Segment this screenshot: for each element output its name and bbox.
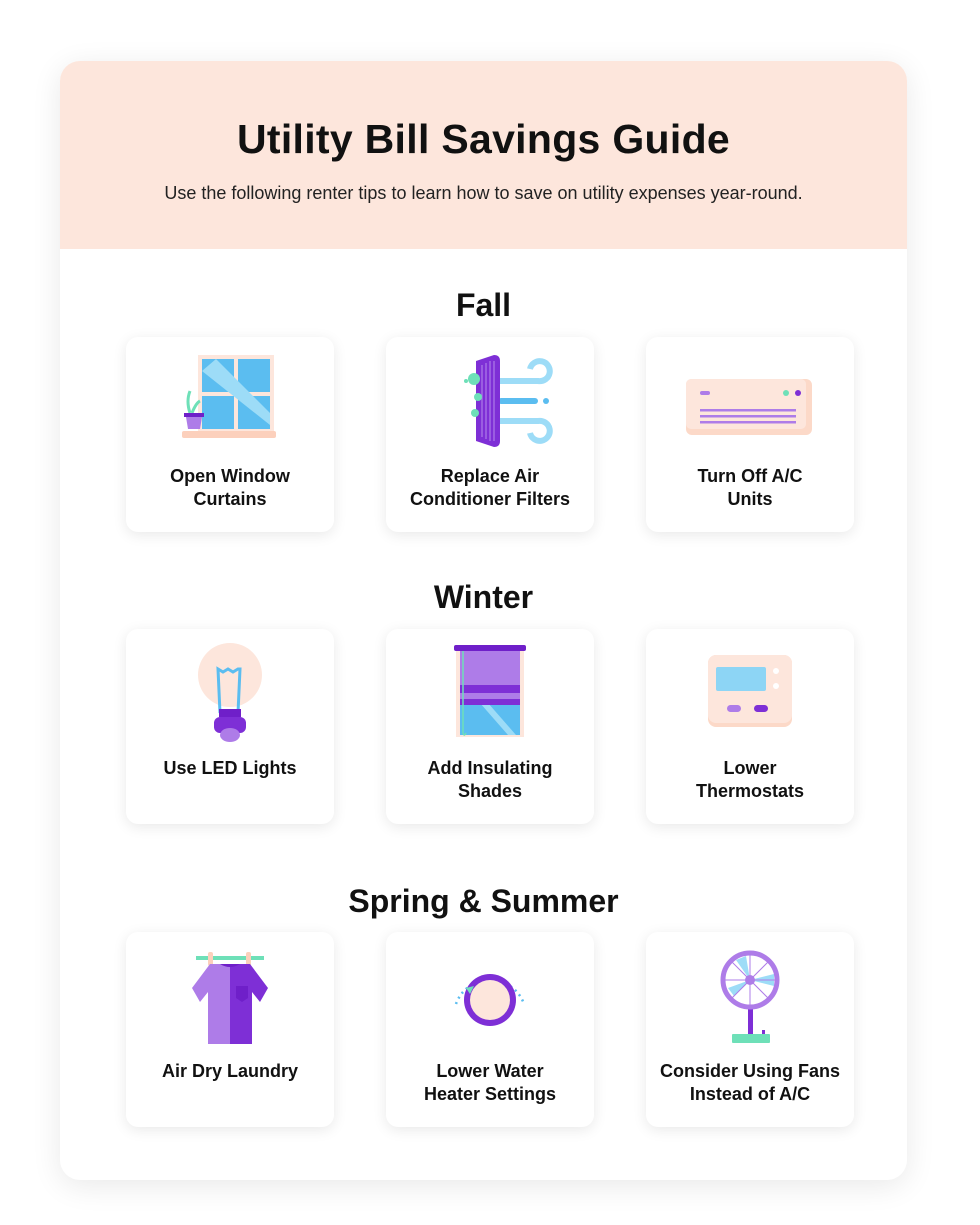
- tip-card: [386, 932, 594, 1127]
- tip-card: [126, 932, 334, 1127]
- tip-card: [386, 629, 594, 824]
- window-icon: [160, 351, 300, 451]
- header: [60, 61, 907, 249]
- tip-label: Add Insulating Shades: [427, 758, 553, 801]
- tip-label: Air Dry Laundry: [161, 1061, 299, 1081]
- guide-card: [60, 61, 907, 1180]
- tip-label: Consider Using Fans Instead of A/C: [659, 1061, 841, 1104]
- tip-label: Lower Water Heater Settings: [423, 1061, 557, 1104]
- light-bulb-icon: [160, 643, 300, 743]
- tip-card: [646, 337, 854, 532]
- window-shade-icon: [420, 643, 560, 743]
- section-title-spring-summer: Spring & Summer: [348, 883, 619, 919]
- air-filter-icon: [420, 351, 560, 451]
- tip-label: Lower Thermostats: [695, 758, 805, 801]
- tip-label: Open Window Curtains: [170, 466, 290, 509]
- fan-icon: [680, 946, 820, 1046]
- shirt-icon: [160, 946, 300, 1046]
- tip-card: [386, 337, 594, 532]
- tip-card: [126, 629, 334, 824]
- page-subtitle: Use the following renter tips to learn how to save on utility expenses year-round.: [164, 183, 803, 203]
- tip-card: [646, 932, 854, 1127]
- thermostat-icon: [680, 643, 820, 743]
- section-title-winter: Winter: [433, 579, 534, 615]
- tip-card: [646, 629, 854, 824]
- tip-card: [126, 337, 334, 532]
- ac-unit-icon: [680, 351, 820, 451]
- page-title: Utility Bill Savings Guide: [236, 116, 731, 162]
- tip-label: Turn Off A/C Units: [697, 466, 803, 509]
- section-title-fall: Fall: [455, 287, 512, 323]
- tip-label: Replace Air Conditioner Filters: [409, 466, 570, 509]
- tip-label: Use LED Lights: [163, 758, 297, 778]
- water-heater-dial-icon: [420, 946, 560, 1046]
